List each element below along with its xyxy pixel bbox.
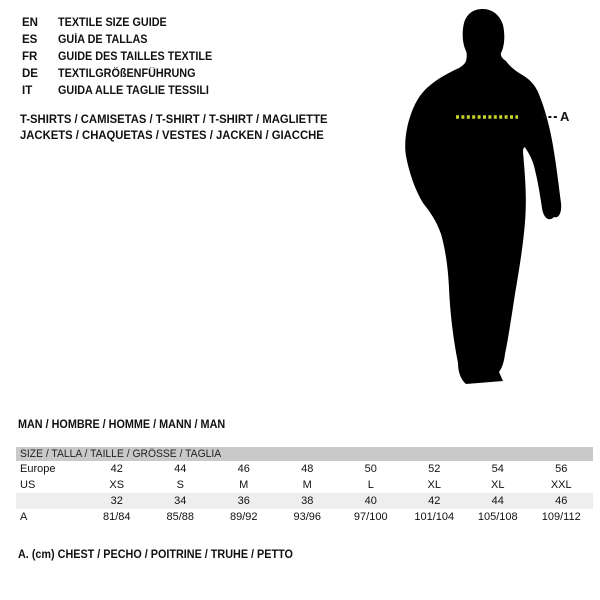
size-value: 44	[174, 463, 187, 475]
language-title: TEXTILE SIZE GUIDE	[58, 17, 167, 29]
product-types	[20, 111, 347, 143]
row-label: Europe	[20, 463, 56, 475]
man-silhouette-shape	[405, 9, 561, 384]
product-types-line1: T-SHIRTS / CAMISETAS / T-SHIRT / T-SHIRT / MAGLIETTE	[20, 112, 328, 126]
size-table	[16, 447, 593, 525]
size-value: XS	[109, 479, 125, 491]
size-value: 46	[555, 495, 568, 507]
size-value: L	[367, 479, 374, 491]
size-value: 52	[428, 463, 441, 475]
size-value: 42	[110, 463, 123, 475]
size-value: 89/92	[229, 511, 258, 523]
language-guide-list	[22, 15, 222, 100]
size-value: 48	[301, 463, 314, 475]
table-row-chest-a	[16, 509, 593, 525]
size-value: 105/108	[477, 511, 518, 523]
table-row-europe	[16, 461, 593, 477]
product-types-line2: JACKETS / CHAQUETAS / VESTES / JACKEN / GIACCHE	[20, 128, 324, 142]
size-value: 56	[555, 463, 568, 475]
size-value: 32	[110, 495, 123, 507]
language-title: GUÍA DE TALLAS	[58, 34, 148, 46]
language-row-en	[22, 15, 222, 32]
size-value: 34	[174, 495, 187, 507]
measurement-footnote: A. (cm) CHEST / PECHO / POITRINE / TRUHE / PETTO	[18, 549, 293, 561]
size-value: 93/96	[293, 511, 322, 523]
language-row-es	[22, 32, 222, 49]
size-value: 44	[491, 495, 504, 507]
table-row-us	[16, 477, 593, 493]
section-heading-man: MAN / HOMBRE / HOMME / MANN / MAN	[18, 419, 226, 431]
size-value: XXL	[550, 479, 572, 491]
language-title: GUIDA ALLE TAGLIE TESSILI	[58, 85, 209, 97]
language-code: ES	[22, 34, 38, 46]
size-value: 40	[364, 495, 377, 507]
size-value: 101/104	[414, 511, 455, 523]
measure-label-a: A	[560, 109, 570, 124]
size-value: 97/100	[353, 511, 388, 523]
table-row-numeric	[16, 493, 593, 509]
language-code: EN	[22, 17, 38, 29]
row-label: A	[20, 511, 28, 523]
size-value: XL	[491, 479, 505, 491]
language-row-it	[22, 83, 222, 100]
size-value: 50	[364, 463, 377, 475]
size-value: 42	[428, 495, 441, 507]
language-code: IT	[22, 85, 33, 97]
row-label: US	[20, 479, 36, 491]
size-value: 46	[237, 463, 250, 475]
language-code: FR	[22, 51, 38, 63]
language-title: TEXTILGRÖßENFÜHRUNG	[58, 68, 196, 80]
language-row-fr	[22, 49, 222, 66]
size-value: 36	[237, 495, 250, 507]
size-value: XL	[427, 479, 441, 491]
size-value: S	[176, 479, 184, 491]
man-silhouette	[400, 5, 580, 390]
size-value: 54	[491, 463, 504, 475]
size-value: M	[239, 479, 249, 491]
size-value: M	[302, 479, 312, 491]
language-row-de	[22, 66, 222, 83]
size-table-header: SIZE / TALLA / TAILLE / GRÖSSE / TAGLIA	[16, 447, 593, 461]
size-value: 81/84	[102, 511, 131, 523]
size-value: 85/88	[166, 511, 195, 523]
size-value: 109/112	[541, 511, 581, 523]
row-label	[16, 493, 85, 509]
language-title: GUIDE DES TAILLES TEXTILE	[58, 51, 213, 63]
language-code: DE	[22, 68, 38, 80]
size-value: 38	[301, 495, 314, 507]
